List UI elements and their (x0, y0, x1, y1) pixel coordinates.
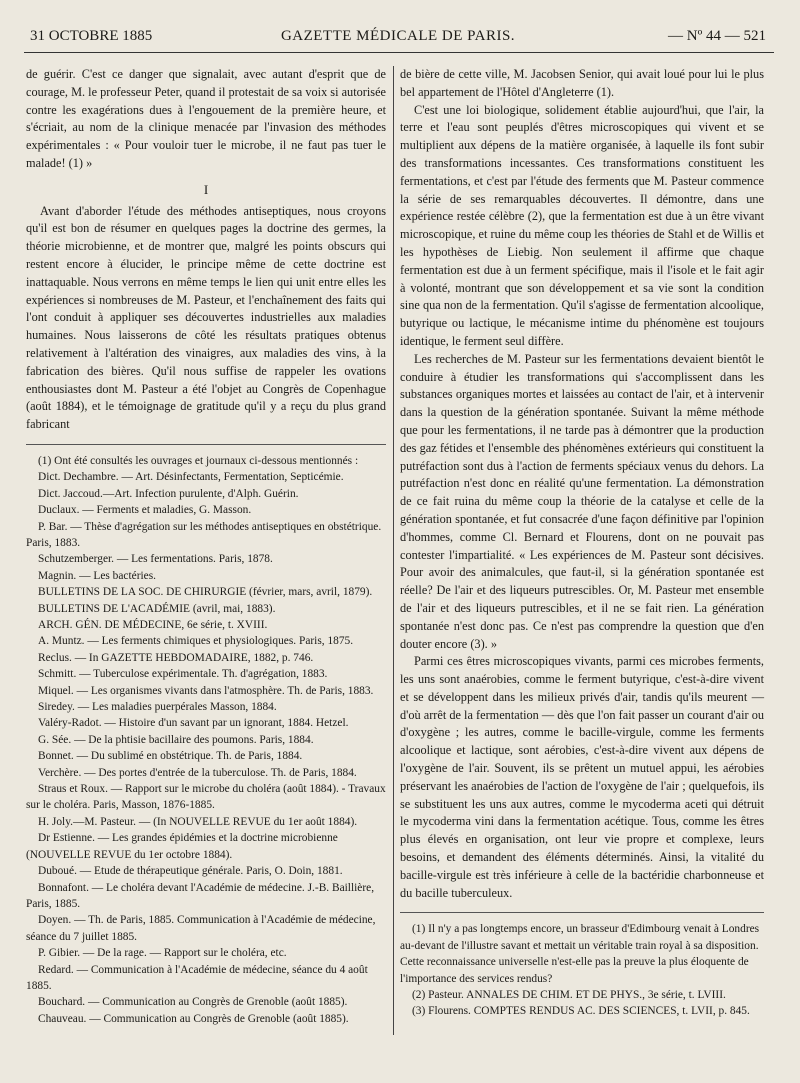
footnote-item: Siredey. — Les maladies puerpérales Masson, 1884. (38, 701, 277, 714)
footnote-item: Dict. Jaccoud.—Art. Infection purulente, d'Alph. Guérin. (38, 487, 299, 500)
footnote-item: Reclus. — In GAZETTE HEBDOMADAIRE, 1882, p. 746. (38, 651, 314, 664)
page-number: — Nº 44 — 521 (668, 28, 766, 44)
footnote-item: Miquel. — Les organismes vivants dans l'atmosphère. Th. de Paris, 1883. (38, 684, 374, 697)
footnote-item: Verchère. — Des portes d'entrée de la tuberculose. Th. de Paris, 1884. (38, 766, 357, 779)
paragraph: Les recherches de M. Pasteur sur les fermentations devaient bientôt le conduire à étudier les transformations qui s'accomplissent dans les substances organiques mortes et laissées au contact de l'air, et à intervenir dans la question de la génération spontanée. Suivant la même méthode que pour les fermentations, il ne tarde pas à démontrer que la production des gaz fétides et l'ensemble des phénomènes extérieurs qui constituent la putréfaction sont dus à l'action de ferments spéciaux venus du dehors. La putréfaction n'est donc en réalité qu'une fermentation. La démonstration de ce fait ruina du même coup la théorie de la catalyse et celle de la génération spontanée, et fut consacrée d'une façon définitive par l'opinion d'hommes, comme Cl. Bernard et Flourens, dont on ne pouvait pas contester l'impartialité. « Les expériences de M. Pasteur sont décisives. Pour avoir des animalcules, que faut-il, si la génération spontanée est réelle? De l'air et des liqueurs putrescibles. Or, M. Pasteur met ensemble de l'air et des liqueurs putrescibles, et il ne se fait rien. La génération spontanée n'est donc pas. Ce n'est pas comprendre la question que d'en douter encore (3). » (400, 351, 764, 651)
footnote-item: Doyen. — Th. de Paris, 1885. Communication à l'Académie de médecine, séance du 7 juillet 1885. (26, 914, 376, 943)
footnote-item: Schutzemberger. — Les fermentations. Paris, 1878. (38, 553, 273, 566)
footnote-item: (1) Ont été consultés les ouvrages et journaux ci-dessous mentionnés : (38, 454, 359, 467)
footnote-item: (1) Il n'y a pas longtemps encore, un brasseur d'Edimbourg venait à Londres au-devant de l'illustre savant et mettait un véritable train royal à sa disposition. Cette reconnaissance universelle n'est-elle pas la preuve la plus éloquente de l'importance des services rendus? (400, 923, 760, 985)
footnote-item: Redard. — Communication à l'Académie de médecine, séance du 4 août 1885. (26, 963, 368, 992)
footnote-item: Chauveau. — Communication au Congrès de Grenoble (août 1885). (38, 1012, 349, 1025)
footnote-item: Bonnafont. — Le choléra devant l'Académie de médecine. J.-B. Baillière, Paris, 1885. (26, 881, 375, 910)
paragraph: C'est une loi biologique, solidement établie aujourd'hui, que l'air, la terre et l'eau sont peuplés d'êtres microscopiques qui vivent et se multiplient aux dépens de la matière organisée, à laquelle ils font subir des transformations incessantes. Ces transformations constituent les fermentations, et c'est par l'étude des ferments que M. Pasteur commence la série de ses remarquables découvertes. Il démontre, dans une expérience restée célèbre (2), que la fermentation est due à un être vivant microscopique, et ruine du même coup les théories de Stahl et de Willis et les hypothèses de Liebig. Non seulement il affirme que chaque fermentation est due à un ferment spécifique, mais il l'isole et le fait agir à volonté, montrant que son développement et sa vie sont la condition sine qua non de la fermentation. Qu'il s'agisse de fermentation alcoolique, butyrique ou lactique, le mécanisme intime du phénomène est toujours identique, le ferment seul diffère. (400, 102, 764, 348)
column-divider (393, 66, 394, 1035)
paragraph: de guérir. C'est ce danger que signalait, avec autant d'esprit que de courage, M. le professeur Peter, quand il protestait de sa voix si autorisée contre les exagérations dues à l'engouement de la première heure, et s'écriait, au nom de la clinique menacée par l'invasion des méthodes expérimentales : « Pour vouloir tuer le microbe, il ne faut pas tuer le malade! (1) » (26, 67, 386, 170)
paragraph: Parmi ces êtres microscopiques vivants, parmi ces microbes ferments, les uns sont anaérobies, comme le ferment butyrique, c'est-à-dire vivent et se développent dans les milieux privés d'air, tandis qu'ils meurent — d'où arrêt de la fermentation — dès que l'on fait passer un courant d'air ou d'oxygène ; les autres, comme le bacille-virgule, comme les ferments alcoolique et lactique, sont aérobies, c'est-à-dire vivent aux dépens de l'oxygène de l'air. Souvent, ils se prêtent un mutuel appui, les aérobies préservant les anaérobies de l'action de l'oxygène de l'air ; quelquefois, ils se substituent les uns aux autres, comme le mycoderma aceti qui détruit le mycoderma vini dans la fermentation acétique. Tous, comme les êtres plus élevés en organisation, ont leur vie propre et complexe, leurs besoins, et demandent des éléments déterminés. Ainsi, la vitalité du bacille-virgule est très inférieure à celle de la bactéridie charbonneuse et du bacille tuberculeux. (400, 654, 764, 900)
footnote-item: Schmitt. — Tuberculose expérimentale. Th. d'agrégation, 1883. (38, 668, 328, 681)
header-date: 31 OCTOBRE 1885 (30, 28, 153, 44)
footnote-item: P. Bar. — Thèse d'agrégation sur les méthodes antiseptiques en obstétrique. Paris, 1883. (26, 520, 382, 549)
paragraph: de bière de cette ville, M. Jacobsen Senior, qui avait loué pour lui le plus bel appartement de l'Hôtel d'Angleterre (1). (400, 67, 764, 99)
footnote-item: BULLETINS DE L'ACADÉMIE (avril, mai, 1883). (38, 602, 276, 615)
footnote-item: A. Muntz. — Les ferments chimiques et physiologiques. Paris, 1875. (38, 635, 354, 648)
footnote-item: Straus et Roux. — Rapport sur le microbe du choléra (août 1884). - Travaux sur le choléra. Paris, Masson, 1876-1885. (26, 783, 386, 812)
header-rule (24, 52, 774, 53)
section-heading: I (203, 181, 209, 197)
running-header (30, 28, 766, 50)
right-column (400, 66, 764, 1020)
footnote-item: ARCH. GÉN. DE MÉDECINE, 6e série, t. XVIII. (38, 619, 268, 631)
footnote-item: Magnin. — Les bactéries. (38, 569, 156, 582)
footnote-rule (26, 444, 386, 445)
footnote-item: Dict. Dechambre. — Art. Désinfectants, Fermentation, Septicémie. (38, 471, 344, 484)
footnote-item: Duclaux. — Ferments et maladies, G. Masson. (38, 504, 252, 517)
footnote-item: (2) Pasteur. ANNALES DE CHIM. ET DE PHYS., 3e série, t. LVIII. (412, 989, 726, 1002)
footnote-item: Valéry-Radot. — Histoire d'un savant par un ignorant, 1884. Hetzel. (38, 717, 349, 730)
footnote-item: Bouchard. — Communication au Congrès de Grenoble (août 1885). (38, 996, 348, 1009)
paragraph: Avant d'aborder l'étude des méthodes antiseptiques, nous croyons qu'il est bon de résumer en quelques pages la doctrine des germes, la théorie microbienne, et de montrer que, malgré les points obscurs qui restent encore à élucider, le principe même de cette doctrine est inattaquable. Nous verrons en même temps le lien qui unit entre elles les expériences si nombreuses de M. Pasteur, et l'enchaînement des faits qui l'ont conduit à appliquer ses découvertes industrielles aux maladies humaines. Nous laisserons de côté les résultats pratiques obtenus relativement à l'altération des vinaigres, aux maladies des vins, à la fabrication des bières. Qu'il nous suffise de rappeler les ovations enthousiastes dont M. Pasteur a été l'objet au Congrès de Copenhague (août 1884), et le témoignage de gratitude qu'il y a reçu du plus grand fabricant (26, 203, 386, 432)
footnote-item: BULLETINS DE LA SOC. DE CHIRURGIE (février, mars, avril, 1879). (38, 586, 373, 599)
left-column (26, 66, 386, 1027)
footnote-item: Bonnet. — Du sublimé en obstétrique. Th. de Paris, 1884. (38, 750, 303, 763)
footnote-item: P. Gibier. — De la rage. — Rapport sur le choléra, etc. (38, 947, 287, 960)
footnote-item: H. Joly.—M. Pasteur. — (In NOUVELLE REVUE du 1er août 1884). (38, 815, 358, 828)
footnote-item: G. Sée. — De la phtisie bacillaire des poumons. Paris, 1884. (38, 733, 314, 746)
footnote-item: Dr Estienne. — Les grandes épidémies et la doctrine microbienne (NOUVELLE REVUE du 1er octobre 1884). (26, 832, 338, 861)
footnote-item: Duboué. — Etude de thérapeutique générale. Paris, O. Doin, 1881. (38, 865, 343, 878)
footnotes-left (26, 453, 386, 1027)
footnote-rule (400, 912, 764, 913)
journal-title: GAZETTE MÉDICALE DE PARIS. (280, 28, 516, 44)
footnotes-right (400, 921, 764, 1019)
footnote-item: (3) Flourens. COMPTES RENDUS AC. DES SCIENCES, t. LVII, p. 845. (412, 1005, 750, 1018)
